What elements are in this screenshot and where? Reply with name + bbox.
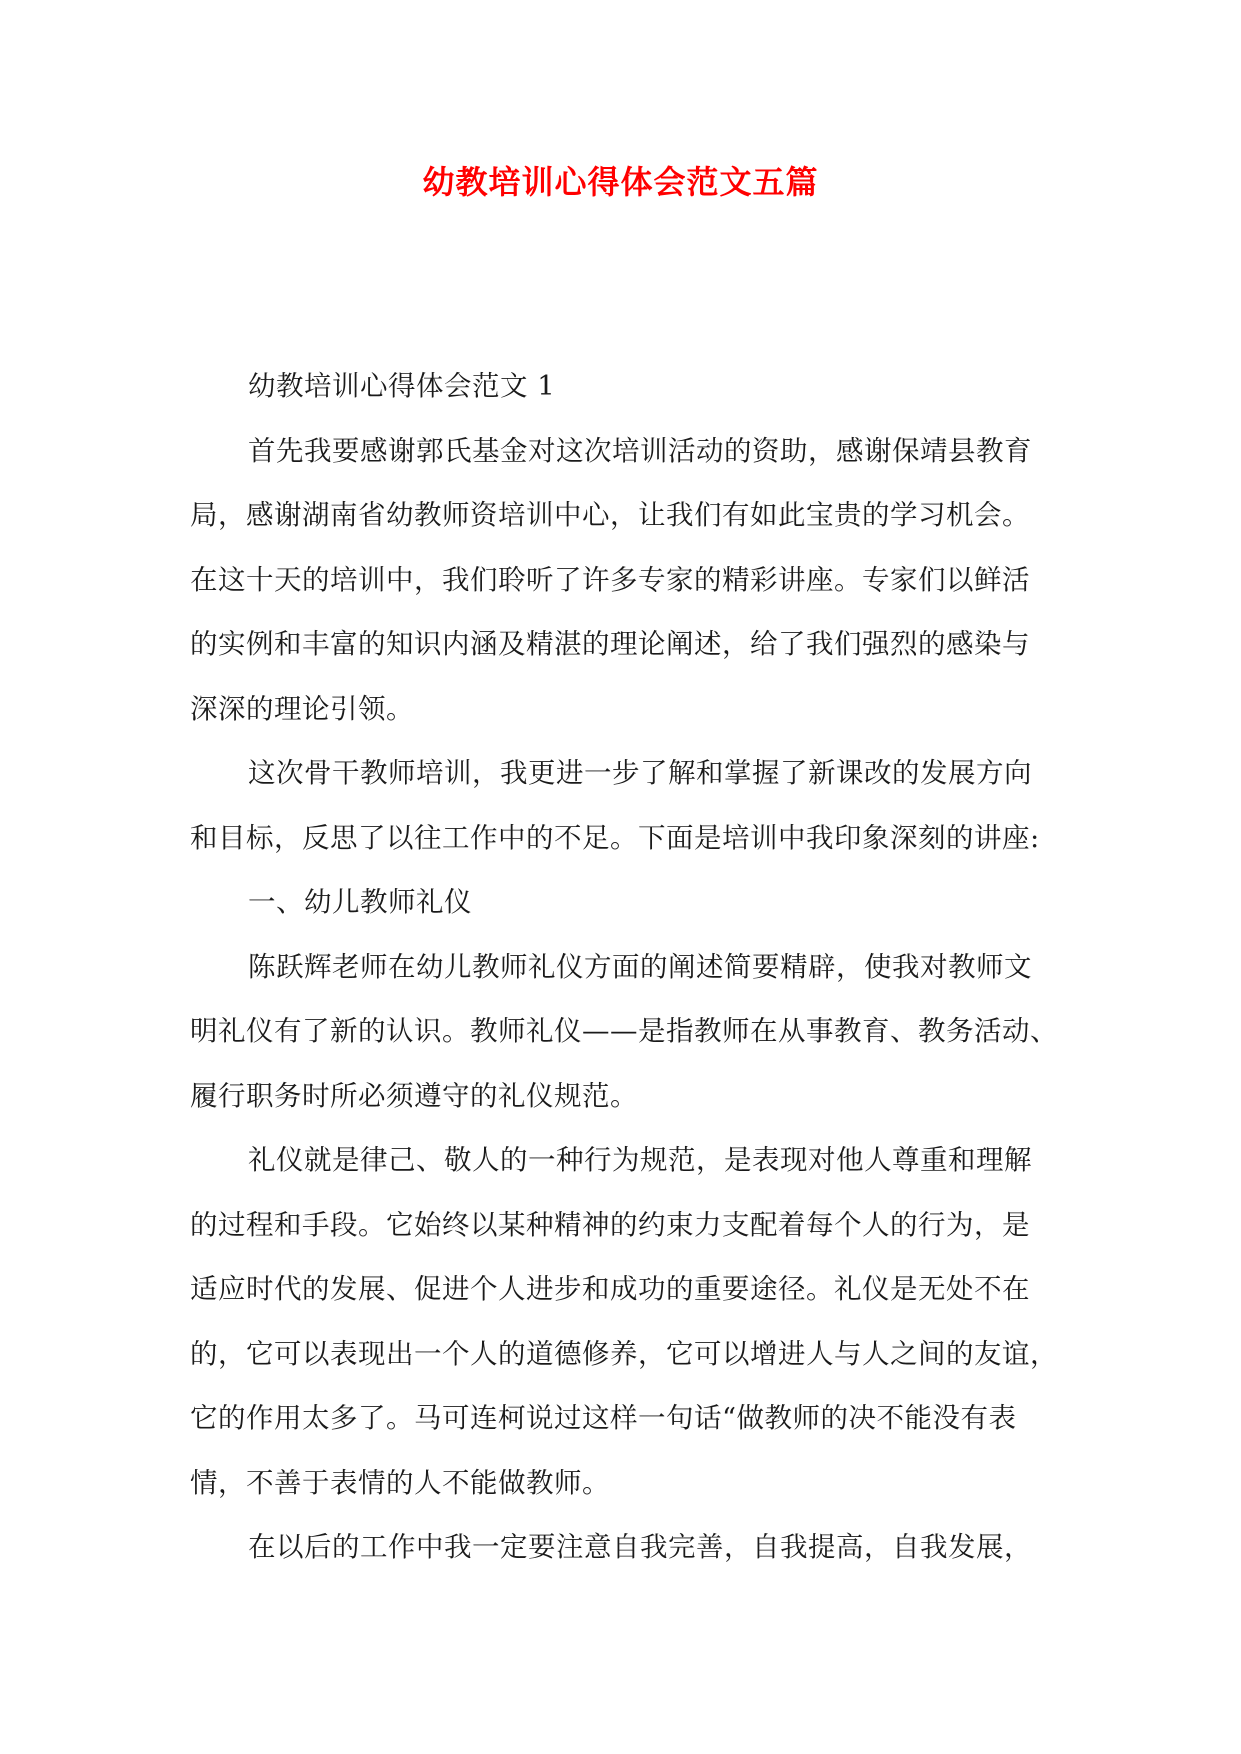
body-line: 在以后的工作中我一定要注意自我完善，自我提高，自我发展， xyxy=(248,1531,1032,1563)
body-line: 深深的理论引领。 xyxy=(190,692,414,725)
body-line: 礼仪就是律己、敬人的一种行为规范，是表现对他人尊重和理解 xyxy=(248,1144,1032,1176)
section-heading: 幼教培训心得体会范文 1 xyxy=(248,370,556,402)
body-line: 局，感谢湖南省幼教师资培训中心，让我们有如此宝贵的学习机会。 xyxy=(190,499,1030,531)
body-line: 和目标，反思了以往工作中的不足。下面是培训中我印象深刻的讲座: xyxy=(190,821,1040,854)
body-line: 这次骨干教师培训，我更进一步了解和掌握了新课改的发展方向 xyxy=(248,757,1032,789)
body-line: 情，不善于表情的人不能做教师。 xyxy=(190,1466,610,1499)
body-line: 它的作用太多了。马可连柯说过这样一句话“做教师的决不能没有表 xyxy=(190,1402,1017,1434)
body-line: 首先我要感谢郭氏基金对这次培训活动的资助，感谢保靖县教育 xyxy=(248,434,1032,467)
body-line: 履行职务时所必须遵守的礼仪规范。 xyxy=(190,1079,638,1112)
document-body xyxy=(190,354,1060,1580)
body-line: 的，它可以表现出一个人的道德修养，它可以增进人与人之间的友谊， xyxy=(190,1337,1058,1370)
body-line: 适应时代的发展、促进个人进步和成功的重要途径。礼仪是无处不在 xyxy=(190,1273,1030,1305)
subsection-heading: 一、幼儿教师礼仪 xyxy=(248,886,472,918)
body-line: 明礼仪有了新的认识。教师礼仪——是指教师在从事教育、教务活动、 xyxy=(190,1015,1058,1047)
body-line: 在这十天的培训中，我们聆听了许多专家的精彩讲座。专家们以鲜活 xyxy=(190,563,1030,596)
body-line: 的过程和手段。它始终以某种精神的约束力支配着每个人的行为，是 xyxy=(190,1208,1030,1241)
body-line: 的实例和丰富的知识内涵及精湛的理论阐述，给了我们强烈的感染与 xyxy=(190,628,1030,660)
document-title: 幼教培训心得体会范文五篇 xyxy=(422,163,819,201)
body-line: 陈跃辉老师在幼儿教师礼仪方面的阐述简要精辟，使我对教师文 xyxy=(248,950,1032,983)
